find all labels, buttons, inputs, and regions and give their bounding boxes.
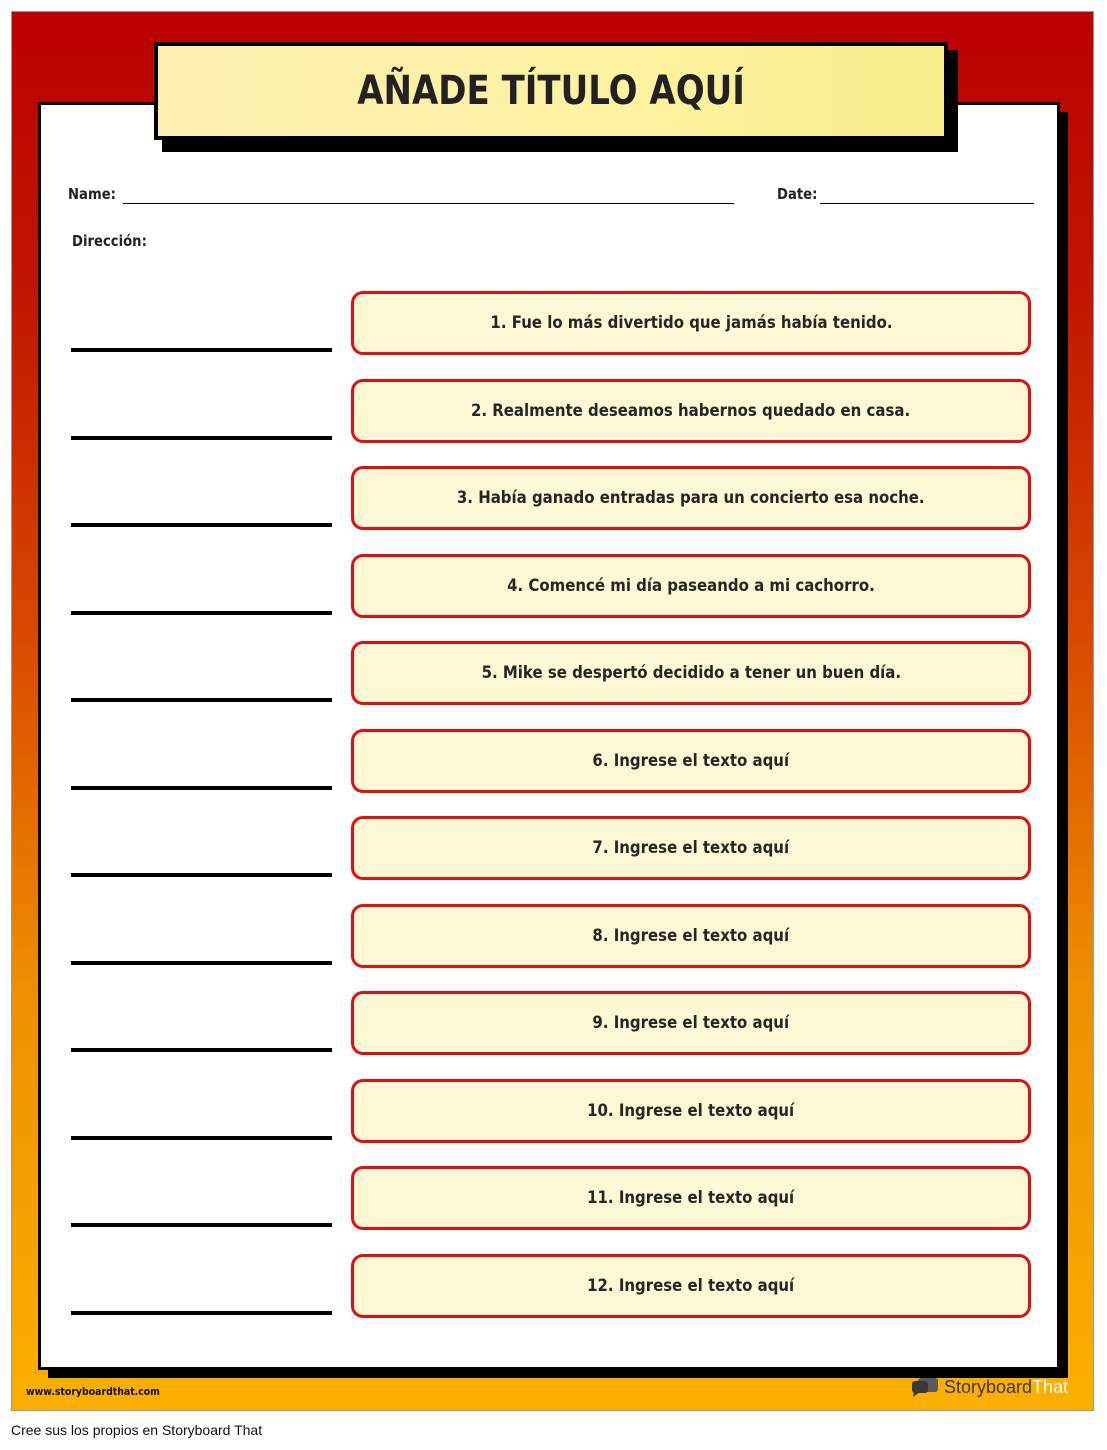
list-item[interactable] — [351, 904, 1031, 968]
list-item-text: 4. Comencé mi día paseando a mi cachorro. — [507, 576, 875, 596]
list-item-text: 1. Fue lo más divertido que jamás había tenido. — [489, 313, 893, 333]
title-box[interactable] — [154, 42, 948, 140]
list-item-text: 3. Había ganado entradas para un concierto esa noche. — [457, 488, 925, 508]
storyboardthat-logo — [910, 1374, 1068, 1400]
answer-line[interactable] — [71, 611, 332, 615]
list-item[interactable] — [351, 1079, 1031, 1143]
list-item[interactable] — [351, 1166, 1031, 1230]
speech-bubble-icon — [910, 1376, 940, 1398]
date-label: Date: — [777, 185, 818, 203]
answer-line[interactable] — [71, 961, 332, 965]
worksheet-title: AÑADE TÍTULO AQUÍ — [357, 68, 745, 114]
answer-line[interactable] — [71, 786, 332, 790]
answer-line[interactable] — [71, 1048, 332, 1052]
answer-line[interactable] — [71, 873, 332, 877]
list-item-text: 5. Mike se despertó decidido a tener un buen día. — [481, 663, 901, 683]
list-item-text: 6. Ingrese el texto aquí — [592, 751, 790, 771]
list-item[interactable] — [351, 379, 1031, 443]
logo-text-that: That — [1032, 1376, 1069, 1397]
list-item[interactable] — [351, 466, 1031, 530]
direction-label: Dirección: — [72, 232, 147, 250]
date-field-line[interactable] — [820, 203, 1034, 204]
list-item[interactable] — [351, 991, 1031, 1055]
website-url: www.storyboardthat.com — [26, 1385, 160, 1398]
list-item[interactable] — [351, 554, 1031, 618]
list-item[interactable] — [351, 816, 1031, 880]
answer-line[interactable] — [71, 698, 332, 702]
list-item-text: 7. Ingrese el texto aquí — [592, 838, 790, 858]
logo-text-storyboard: Storyboard — [944, 1376, 1033, 1397]
list-item-text: 2. Realmente deseamos habernos quedado en casa. — [471, 401, 911, 421]
list-item-text: 8. Ingrese el texto aquí — [592, 926, 790, 946]
list-item-text: 12. Ingrese el texto aquí — [587, 1276, 795, 1296]
answer-line[interactable] — [71, 523, 332, 527]
footer-text: Cree sus los propios en Storyboard That — [11, 1422, 263, 1438]
answer-line[interactable] — [71, 1223, 332, 1227]
list-item[interactable] — [351, 729, 1031, 793]
answer-line[interactable] — [71, 348, 332, 352]
list-item-text: 9. Ingrese el texto aquí — [592, 1013, 790, 1033]
answer-line[interactable] — [71, 1136, 332, 1140]
name-label: Name: — [68, 185, 116, 203]
name-field-line[interactable] — [123, 203, 734, 204]
list-item-text: 11. Ingrese el texto aquí — [587, 1188, 795, 1208]
answer-line[interactable] — [71, 436, 332, 440]
answer-line[interactable] — [71, 1311, 332, 1315]
list-item[interactable] — [351, 291, 1031, 355]
list-item[interactable] — [351, 1254, 1031, 1318]
list-item[interactable] — [351, 641, 1031, 705]
list-item-text: 10. Ingrese el texto aquí — [587, 1101, 795, 1121]
